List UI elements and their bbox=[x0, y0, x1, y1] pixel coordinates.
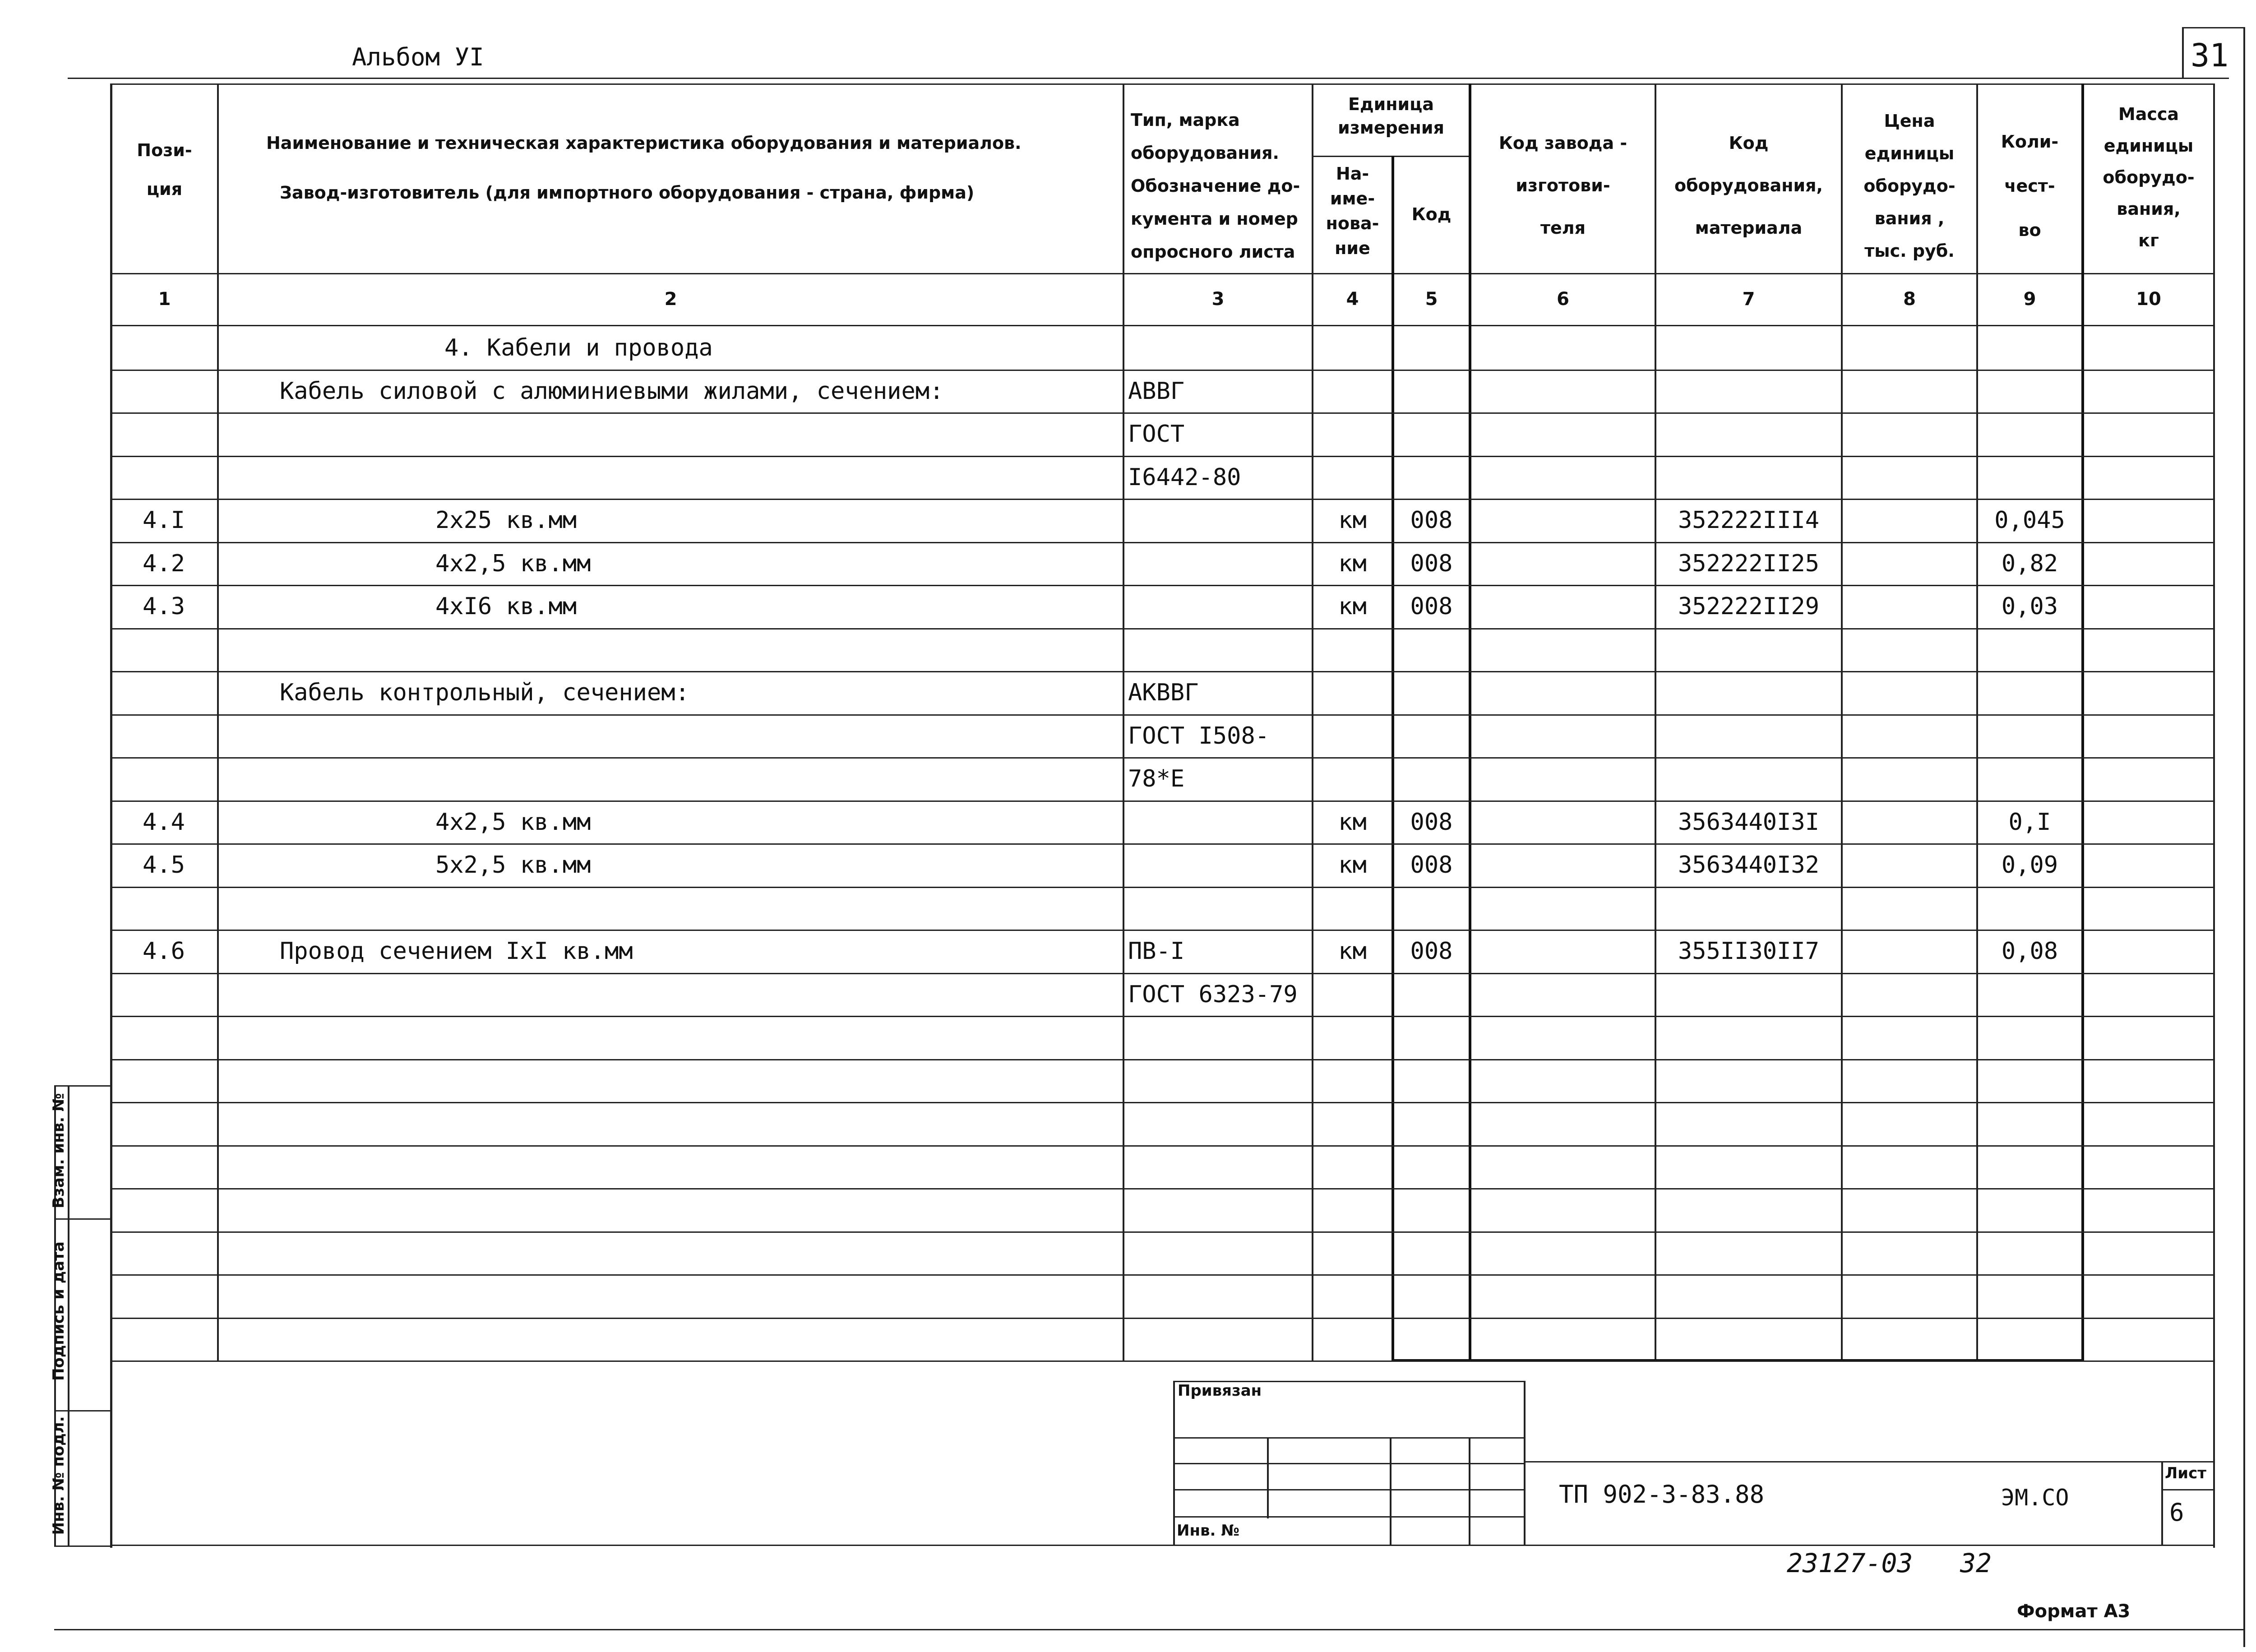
cell-equipment-code: 352222II25 bbox=[1678, 550, 1820, 577]
cell-unit-code: 008 bbox=[1410, 593, 1453, 620]
row-divider bbox=[110, 628, 2214, 629]
cell-unit-code: 008 bbox=[1410, 550, 1453, 577]
signature-date-label: Подпись и дата bbox=[50, 1241, 68, 1381]
column-number: 9 bbox=[2023, 289, 2036, 310]
header-position: Пози- ция bbox=[137, 140, 192, 199]
page-number: 31 bbox=[2191, 37, 2229, 74]
row-divider bbox=[110, 1016, 2214, 1017]
format-label: Формат А3 bbox=[2017, 1601, 2131, 1622]
cell-name: 4х2,5 кв.мм bbox=[435, 550, 591, 577]
cell-unit: км bbox=[1338, 507, 1367, 534]
row-divider bbox=[110, 1360, 2214, 1362]
row-divider bbox=[110, 412, 2214, 414]
privyazan-label: Привязан bbox=[1178, 1382, 1262, 1400]
column-number: 1 bbox=[158, 289, 171, 310]
row-divider bbox=[110, 671, 2214, 672]
cell-position: 4.5 bbox=[143, 851, 185, 879]
cell-type: АВВГ bbox=[1128, 377, 1185, 405]
cell-name: Провод сечением IхI кв.мм bbox=[280, 938, 633, 965]
cell-equipment-code: 352222III4 bbox=[1678, 507, 1820, 534]
cell-position: 4.3 bbox=[143, 593, 185, 620]
cell-unit-code: 008 bbox=[1410, 507, 1453, 534]
cell-type: АКВВГ bbox=[1128, 679, 1199, 706]
header-name-line2: Завод-изготовитель (для импортного оборудования - страна, фирма) bbox=[280, 183, 975, 203]
cell-quantity: 0,09 bbox=[2001, 851, 2058, 879]
row-divider bbox=[110, 1318, 2214, 1319]
cell-name: 4. Кабели и провода bbox=[444, 334, 713, 361]
cell-name: Кабель контрольный, сечением: bbox=[280, 679, 689, 706]
cell-type: ПВ-I bbox=[1128, 938, 1185, 965]
header-name-line1: Наименование и техническая характеристика оборудования и материалов. bbox=[266, 133, 1022, 153]
inv-vzam-label: Взам. инв. № bbox=[50, 1093, 68, 1208]
column-number: 10 bbox=[2136, 289, 2161, 310]
column-number: 7 bbox=[1742, 289, 1755, 310]
cell-type: ГОСТ I508- bbox=[1128, 722, 1270, 750]
header-mass: Масса единицы оборудо- вания, кг bbox=[2103, 104, 2195, 250]
cell-type: ГОСТ bbox=[1128, 421, 1185, 448]
header-unit: Единица измерения bbox=[1338, 94, 1444, 138]
header-quantity: Коли- чест- во bbox=[2001, 132, 2059, 240]
row-divider bbox=[110, 801, 2214, 802]
cell-name: 4х2,5 кв.мм bbox=[435, 808, 591, 836]
cell-name: Кабель силовой с алюминиевыми жилами, сечением: bbox=[280, 377, 944, 405]
inv-no-label: Инв. № bbox=[1177, 1522, 1240, 1540]
cell-quantity: 0,045 bbox=[1994, 507, 2065, 534]
cell-quantity: 0,I bbox=[2008, 808, 2051, 836]
album-label: Альбом УI bbox=[352, 43, 484, 71]
row-divider bbox=[110, 1059, 2214, 1060]
cell-unit: км bbox=[1338, 938, 1367, 965]
inv-podl-label: Инв. № подл. bbox=[50, 1416, 68, 1535]
section-code: ЭМ.СО bbox=[2001, 1485, 2069, 1511]
row-divider bbox=[110, 1231, 2214, 1233]
row-divider bbox=[110, 1145, 2214, 1147]
cell-quantity: 0,03 bbox=[2001, 593, 2058, 620]
cell-name: 2х25 кв.мм bbox=[435, 507, 577, 534]
row-divider bbox=[110, 456, 2214, 457]
cell-unit: км bbox=[1338, 550, 1367, 577]
cell-quantity: 0,82 bbox=[2001, 550, 2058, 577]
cell-unit-code: 008 bbox=[1410, 851, 1453, 879]
column-number: 8 bbox=[1903, 289, 1916, 310]
header-equipment-code: Код оборудования, материала bbox=[1674, 133, 1823, 238]
sheet-label: Лист bbox=[2165, 1464, 2206, 1482]
cell-unit: км bbox=[1338, 593, 1367, 620]
column-number: 5 bbox=[1425, 289, 1438, 310]
column-number: 3 bbox=[1211, 289, 1225, 310]
row-divider bbox=[110, 930, 2214, 931]
header-type: Тип, марка оборудования. Обозначение до- кумента и номер опросного листа bbox=[1131, 110, 1300, 262]
row-divider bbox=[110, 973, 2214, 974]
cell-type: ГОСТ 6323-79 bbox=[1128, 981, 1298, 1008]
row-divider bbox=[110, 1188, 2214, 1189]
cell-type: I6442-80 bbox=[1128, 463, 1241, 491]
cell-unit-code: 008 bbox=[1410, 808, 1453, 836]
cell-equipment-code: 3563440I32 bbox=[1678, 851, 1820, 879]
cell-name: 4хI6 кв.мм bbox=[435, 593, 577, 620]
cell-unit: км bbox=[1338, 808, 1367, 836]
row-divider bbox=[110, 542, 2214, 543]
header-unit-code: Код bbox=[1411, 204, 1452, 224]
cell-position: 4.6 bbox=[143, 938, 185, 965]
cell-quantity: 0,08 bbox=[2001, 938, 2058, 965]
cell-position: 4.I bbox=[143, 507, 185, 534]
header-plant-code: Код завода - изготови- теля bbox=[1498, 133, 1627, 238]
sheet-number: 6 bbox=[2169, 1498, 2184, 1527]
row-divider bbox=[110, 757, 2214, 759]
cell-equipment-code: 3563440I3I bbox=[1678, 808, 1820, 836]
column-number: 6 bbox=[1557, 289, 1569, 310]
cell-equipment-code: 355II30II7 bbox=[1678, 938, 1820, 965]
row-divider bbox=[110, 370, 2214, 371]
cell-type: 78*Е bbox=[1128, 765, 1185, 792]
cell-unit-code: 008 bbox=[1410, 938, 1453, 965]
header-unit-name: На- име- нова- ние bbox=[1326, 164, 1379, 258]
cell-equipment-code: 352222II29 bbox=[1678, 593, 1820, 620]
column-number: 2 bbox=[664, 289, 677, 310]
row-divider bbox=[110, 585, 2214, 586]
row-divider bbox=[110, 887, 2214, 888]
row-divider bbox=[110, 1274, 2214, 1276]
row-divider bbox=[110, 714, 2214, 716]
row-divider bbox=[110, 499, 2214, 500]
document-code: ТП 902-3-83.88 bbox=[1559, 1480, 1765, 1509]
row-divider bbox=[110, 843, 2214, 845]
header-price: Цена единицы оборудо- вания , тыс. руб. bbox=[1863, 111, 1956, 261]
cell-unit: км bbox=[1338, 851, 1367, 879]
cell-position: 4.2 bbox=[143, 550, 185, 577]
row-divider bbox=[110, 1102, 2214, 1103]
cell-name: 5х2,5 кв.мм bbox=[435, 851, 591, 879]
cell-position: 4.4 bbox=[143, 808, 185, 836]
handwritten-inventory-number: 23127-03 32 bbox=[1787, 1548, 1992, 1578]
column-number: 4 bbox=[1346, 289, 1359, 310]
